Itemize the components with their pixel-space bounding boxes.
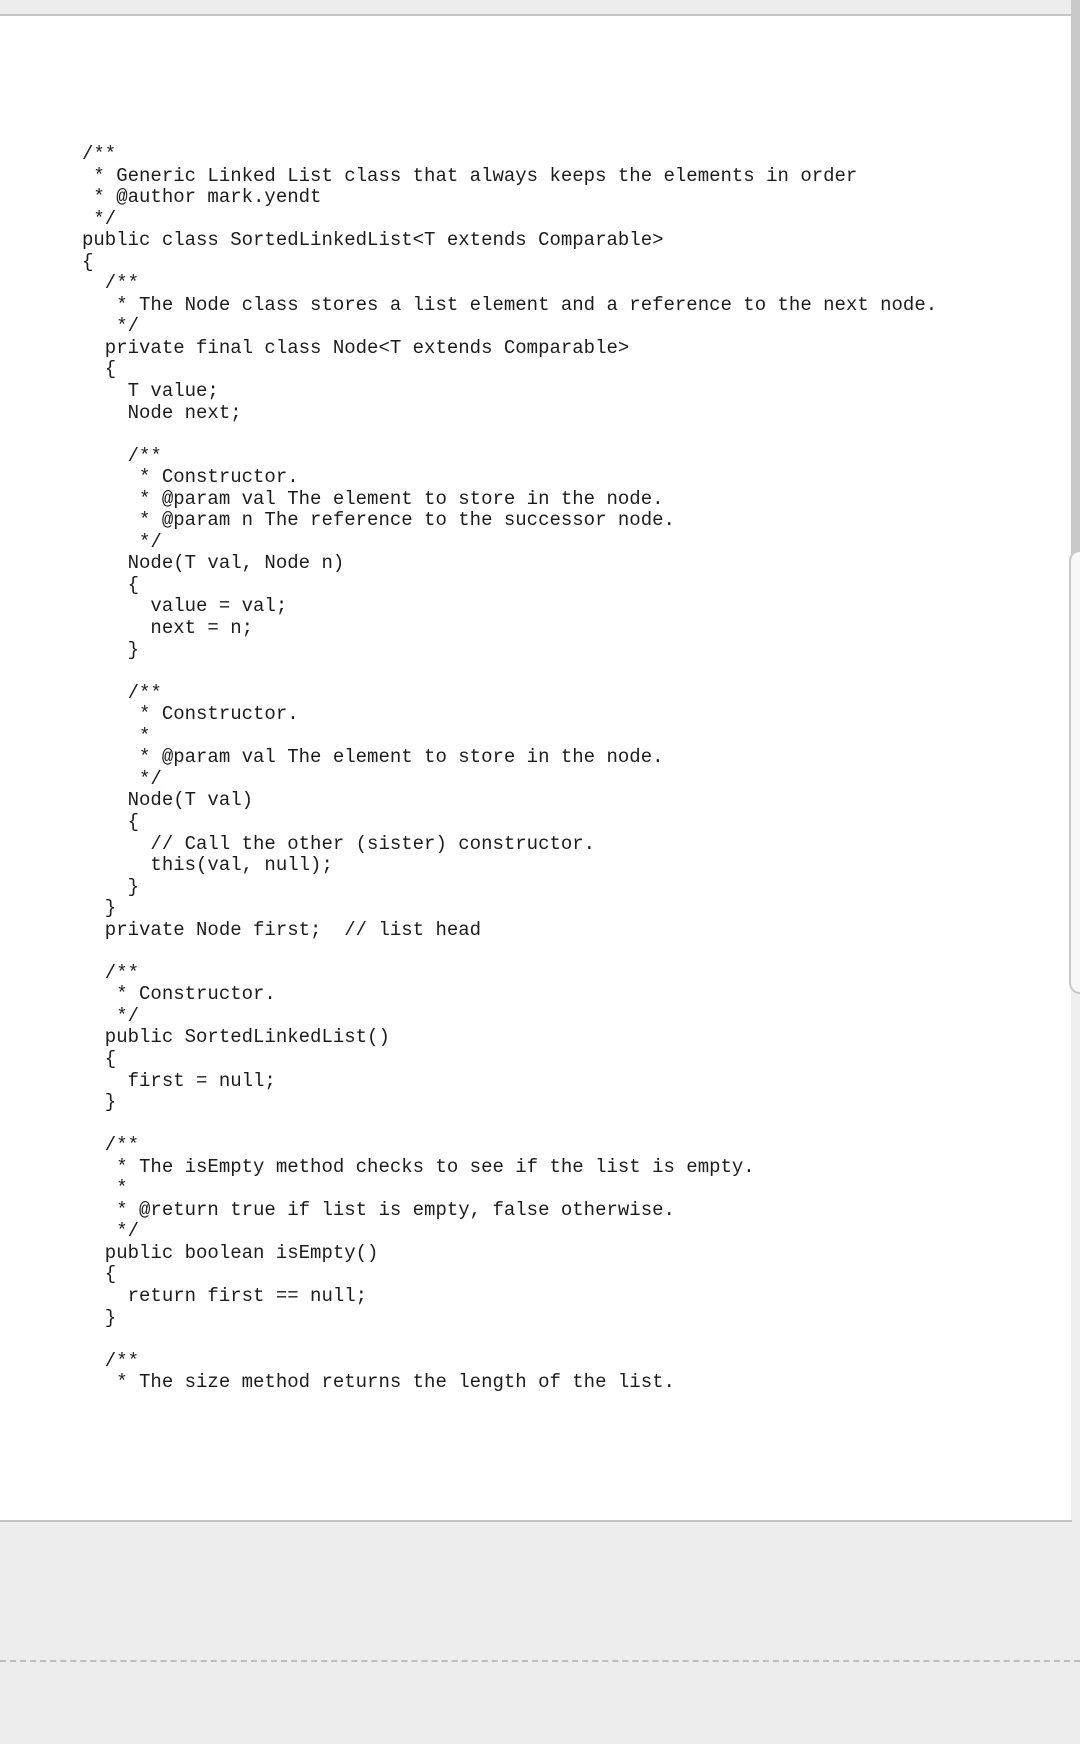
code-line: } xyxy=(82,875,140,898)
code-line: */ xyxy=(82,1004,140,1027)
side-panel-handle[interactable] xyxy=(1069,550,1080,994)
code-line: /** xyxy=(82,444,162,467)
code-line: * Constructor. xyxy=(82,703,299,726)
code-line: public SortedLinkedList() xyxy=(82,1026,390,1049)
code-line: value = val; xyxy=(82,595,288,618)
code-line: this(val, null); xyxy=(82,854,333,877)
code-line: * @return true if list is empty, false otherwise. xyxy=(82,1198,675,1221)
code-line: Node(T val, Node n) xyxy=(82,552,345,575)
code-line: { xyxy=(82,1047,117,1070)
code-line: { xyxy=(82,250,94,273)
code-line: /** xyxy=(82,1349,140,1372)
document-page xyxy=(0,16,1072,1522)
code-line: } xyxy=(82,1091,117,1114)
code-line: first = null; xyxy=(82,1069,276,1092)
code-line: private Node first; // list head xyxy=(82,918,482,941)
code-line: /** xyxy=(82,961,140,984)
code-line: */ xyxy=(82,767,162,790)
code-line: // Call the other (sister) constructor. xyxy=(82,832,596,855)
code-line: * Generic Linked List class that always keeps the elements in order xyxy=(82,164,858,187)
code-line: */ xyxy=(82,315,140,338)
code-line: * @param val The element to store in the node. xyxy=(82,746,664,769)
code-line: next = n; xyxy=(82,617,254,640)
code-line: } xyxy=(82,1306,117,1329)
code-line: * @param val The element to store in the node. xyxy=(82,487,664,510)
code-line: * The isEmpty method checks to see if the list is empty. xyxy=(82,1155,755,1178)
code-line: public boolean isEmpty() xyxy=(82,1241,379,1264)
code-line: } xyxy=(82,638,140,661)
code-line: Node(T val) xyxy=(82,789,254,812)
code-line: { xyxy=(82,573,140,596)
code-line: * xyxy=(82,724,151,747)
code-line: T value; xyxy=(82,380,219,403)
code-line xyxy=(82,941,937,963)
code-line: * @author mark.yendt xyxy=(82,186,322,209)
code-line: public class SortedLinkedList<T extends Comparable> xyxy=(82,229,664,252)
code-line: * xyxy=(82,1177,128,1200)
code-line: /** xyxy=(82,1134,140,1157)
code-line: } xyxy=(82,897,117,920)
code-line xyxy=(82,424,937,446)
code-line: { xyxy=(82,1263,117,1286)
code-line: { xyxy=(82,358,117,381)
code-line: return first == null; xyxy=(82,1284,368,1307)
code-line: { xyxy=(82,810,140,833)
code-line: */ xyxy=(82,530,162,553)
code-line: * Constructor. xyxy=(82,466,299,489)
code-line: private final class Node<T extends Comparable> xyxy=(82,336,630,359)
code-line xyxy=(82,1114,937,1136)
code-line: * The Node class stores a list element and a reference to the next node. xyxy=(82,293,938,316)
code-line xyxy=(82,1329,937,1351)
code-line: * The size method returns the length of the list. xyxy=(82,1371,675,1394)
code-line: */ xyxy=(82,1220,140,1243)
page-break-divider xyxy=(0,1660,1080,1662)
code-line: */ xyxy=(82,207,117,230)
code-line: /** xyxy=(82,272,140,295)
code-line: Node next; xyxy=(82,401,242,424)
code-line: /** xyxy=(82,143,117,165)
code-line: * Constructor. xyxy=(82,983,276,1006)
code-line: /** xyxy=(82,681,162,704)
code-listing xyxy=(82,144,937,1394)
code-line: * @param n The reference to the successor node. xyxy=(82,509,675,532)
code-line xyxy=(82,661,937,683)
